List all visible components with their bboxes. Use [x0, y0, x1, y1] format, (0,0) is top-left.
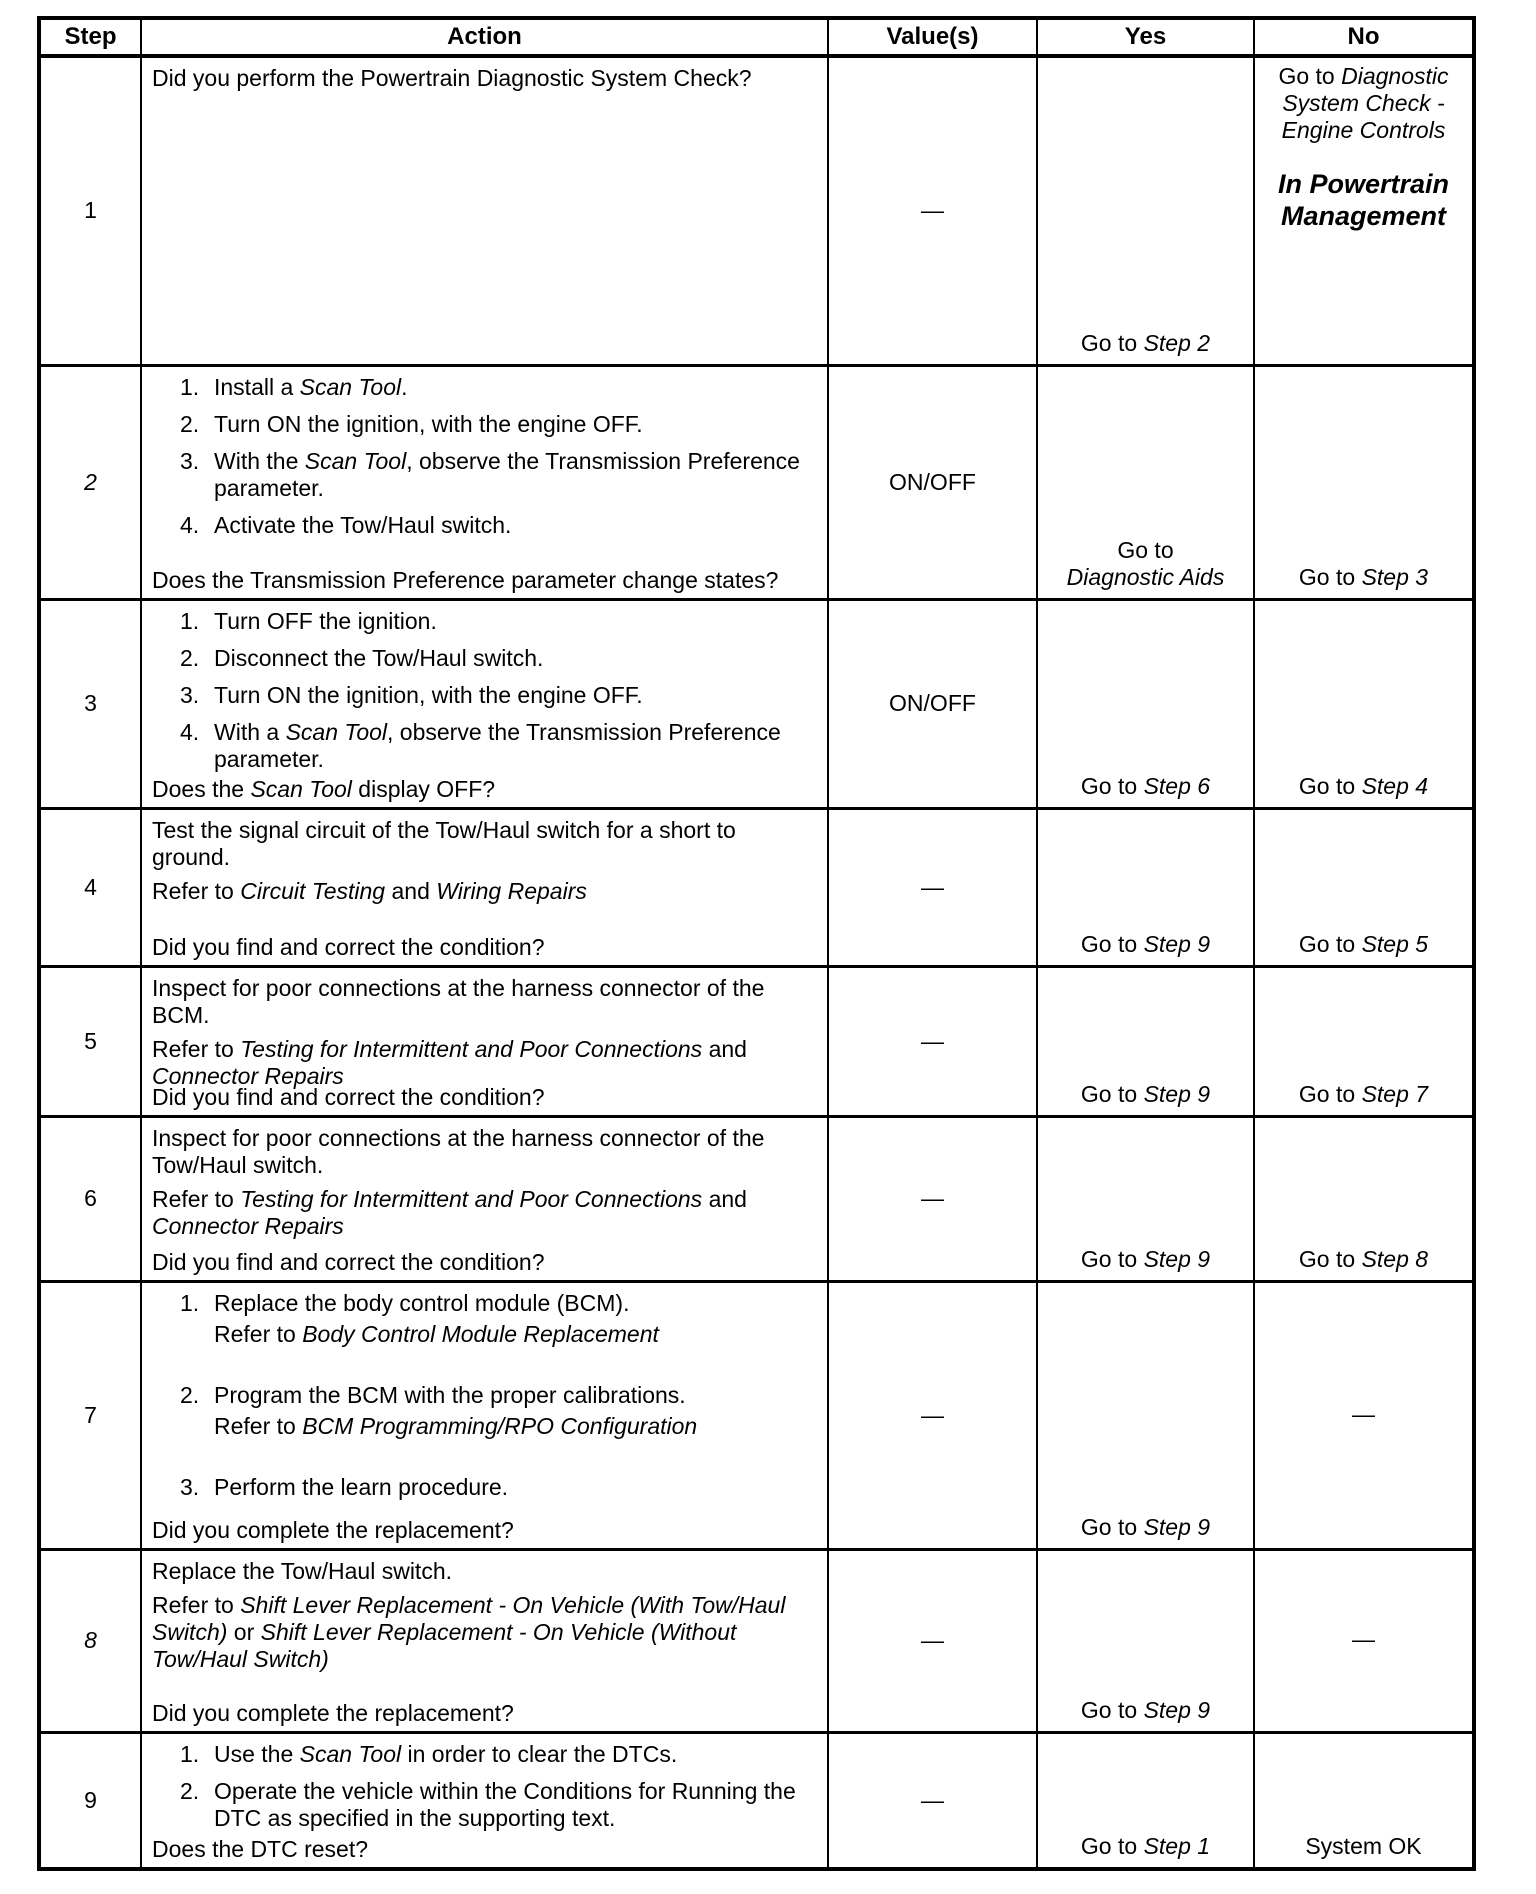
- list-item-number: 1.: [180, 373, 200, 400]
- text-run: In Powertrain Management: [1277, 169, 1450, 231]
- value-cell: ON/OFF: [828, 365, 1037, 599]
- action-cell: [141, 966, 828, 1116]
- text-run: Go to: [1278, 63, 1342, 89]
- text-run: Refer to: [152, 1185, 241, 1212]
- goto-line: [1046, 1081, 1245, 1108]
- text-run: Go to: [1298, 563, 1362, 590]
- action-paragraph: [152, 1558, 815, 1585]
- text-run: Step 9: [1143, 1696, 1211, 1723]
- text-run: Go to: [1298, 772, 1362, 799]
- list-item-number: 4.: [180, 511, 200, 538]
- list-item-text: [214, 512, 815, 539]
- text-run: Body Control Module Replacement: [302, 1320, 659, 1347]
- goto-line: [1263, 168, 1464, 232]
- text-run: Activate the Tow/Haul switch.: [214, 511, 512, 538]
- text-run: Does the Transmission Preference parameter change states?: [152, 566, 779, 593]
- table-row-step-4: [39, 808, 1474, 966]
- no-cell: [1254, 1116, 1474, 1281]
- goto-line: [1046, 773, 1245, 800]
- text-run: Step 4: [1361, 772, 1429, 799]
- yes-cell: [1037, 1281, 1254, 1549]
- list-item-text: [214, 1382, 815, 1409]
- column-header-no: No: [1254, 18, 1474, 56]
- text-run: Does the DTC reset?: [152, 1836, 369, 1862]
- yes-cell: [1037, 365, 1254, 599]
- text-run: Disconnect the Tow/Haul switch.: [214, 644, 544, 671]
- value-cell: ON/OFF: [828, 599, 1037, 808]
- text-run: display OFF?: [351, 775, 496, 802]
- text-run: Step 3: [1361, 563, 1429, 590]
- step-cell: 5: [39, 966, 141, 1116]
- text-run: Turn OFF the ignition.: [214, 607, 437, 634]
- action-cell: [141, 56, 828, 365]
- value-cell: —: [828, 966, 1037, 1116]
- action-list-item: [180, 1382, 815, 1409]
- text-run: Operate the vehicle within the Conditions for Running the DTC as specified in the supporting text.: [214, 1777, 796, 1831]
- action-question: [152, 1517, 813, 1544]
- no-cell: [1254, 808, 1474, 966]
- text-run: Scan Tool: [250, 775, 352, 802]
- value-cell: —: [828, 56, 1037, 365]
- action-paragraph: [152, 1186, 815, 1240]
- table-row-step-5: [39, 966, 1474, 1116]
- text-run: Go to: [1298, 1245, 1362, 1272]
- text-run: or: [227, 1618, 261, 1645]
- text-run: Step 9: [1143, 1513, 1211, 1540]
- text-run: .: [401, 373, 408, 400]
- table-row-step-6: [39, 1116, 1474, 1281]
- text-run: Step 6: [1143, 772, 1211, 799]
- text-run: Did you find and correct the condition?: [152, 1248, 545, 1275]
- text-run: Go to: [1080, 1080, 1144, 1107]
- goto-line: [1263, 1246, 1464, 1273]
- list-item-text: [214, 682, 815, 709]
- action-question: [152, 776, 813, 803]
- text-run: Go to: [1080, 1833, 1144, 1859]
- action-question: [152, 567, 813, 594]
- text-run: Testing for Intermittent and Poor Connections: [240, 1035, 703, 1062]
- yes-cell: [1037, 1549, 1254, 1732]
- goto-line: [1046, 537, 1245, 564]
- no-cell: [1254, 365, 1474, 599]
- text-run: Turn ON the ignition, with the engine OFF.: [214, 681, 643, 708]
- action-cell: [141, 365, 828, 599]
- text-run: Did you perform the Powertrain Diagnostic System Check?: [152, 65, 752, 91]
- text-run: , observe the Transmission Preference parameter.: [214, 447, 800, 501]
- step-cell: 9: [39, 1732, 141, 1869]
- value-cell: —: [828, 1116, 1037, 1281]
- goto-line: [1263, 1081, 1464, 1108]
- no-cell: [1254, 966, 1474, 1116]
- text-run: Go to: [1117, 536, 1174, 563]
- text-run: Wiring Repairs: [436, 877, 587, 904]
- text-run: With the: [214, 447, 305, 474]
- list-item-text: [214, 448, 815, 502]
- action-paragraph: [152, 65, 815, 92]
- table-row-step-7: [39, 1281, 1474, 1549]
- text-run: Test the signal circuit of the Tow/Haul switch for a short to ground.: [152, 816, 736, 870]
- action-paragraph: [152, 975, 815, 1029]
- text-run: Go to: [1080, 1245, 1144, 1272]
- text-run: Circuit Testing: [240, 877, 386, 904]
- action-list-item: [180, 1290, 815, 1317]
- text-run: in order to clear the DTCs.: [401, 1740, 678, 1767]
- list-item-number: 2.: [180, 1777, 200, 1804]
- text-run: Inspect for poor connections at the harness connector of the Tow/Haul switch.: [152, 1124, 765, 1178]
- text-run: Did you find and correct the condition?: [152, 933, 545, 960]
- yes-cell: [1037, 966, 1254, 1116]
- header-row: [39, 18, 1474, 56]
- action-cell: [141, 1281, 828, 1549]
- column-header-yes: Yes: [1037, 18, 1254, 56]
- text-run: Refer to: [214, 1412, 303, 1439]
- goto-line: [1263, 931, 1464, 958]
- table-row-step-1: [39, 56, 1474, 365]
- list-item-number: 3.: [180, 1473, 200, 1500]
- text-run: Step 1: [1143, 1833, 1211, 1859]
- step-cell: 7: [39, 1281, 141, 1549]
- action-list-item: [180, 645, 815, 672]
- list-item-text: [214, 1474, 815, 1501]
- yes-cell: [1037, 599, 1254, 808]
- action-cell: [141, 1732, 828, 1869]
- action-list-item: [180, 374, 815, 401]
- goto-line: [1046, 1246, 1245, 1273]
- action-list-item: [180, 1741, 815, 1768]
- text-run: Go to: [1080, 930, 1144, 957]
- yes-cell: [1037, 56, 1254, 365]
- no-cell: [1254, 1732, 1474, 1869]
- text-run: System OK: [1305, 1833, 1422, 1859]
- goto-line: [1046, 1833, 1245, 1860]
- action-paragraph: [152, 1036, 815, 1090]
- text-run: —: [1352, 1400, 1375, 1427]
- column-header-values: Value(s): [828, 18, 1037, 56]
- text-run: Refer to: [214, 1320, 303, 1347]
- action-question: [152, 1249, 813, 1276]
- goto-line: [1046, 1697, 1245, 1724]
- text-run: Go to: [1298, 930, 1362, 957]
- column-header-step: Step: [39, 18, 141, 56]
- table-row-step-8: [39, 1549, 1474, 1732]
- goto-line: [1046, 1514, 1245, 1541]
- no-cell: [1254, 56, 1474, 365]
- text-run: , observe the Transmission Preference parameter.: [214, 718, 781, 772]
- text-run: Step 5: [1361, 930, 1429, 957]
- value-cell: —: [828, 1281, 1037, 1549]
- text-run: Step 8: [1361, 1245, 1429, 1272]
- column-header-action: Action: [141, 18, 828, 56]
- text-run: Step 9: [1143, 1080, 1211, 1107]
- value-cell: —: [828, 808, 1037, 966]
- text-run: Step 9: [1143, 930, 1211, 957]
- step-cell: 6: [39, 1116, 141, 1281]
- list-item-number: 2.: [180, 1381, 200, 1408]
- action-paragraph: [152, 878, 815, 905]
- text-run: Scan Tool: [285, 718, 388, 745]
- list-item-text: [214, 411, 815, 438]
- text-run: Program the BCM with the proper calibrations.: [214, 1381, 686, 1408]
- action-sub-paragraph: [214, 1413, 815, 1440]
- value-cell: —: [828, 1549, 1037, 1732]
- list-item-number: 2.: [180, 410, 200, 437]
- text-run: Go to: [1080, 329, 1144, 356]
- text-run: Step 7: [1361, 1080, 1429, 1107]
- text-run: Go to: [1080, 1513, 1144, 1540]
- action-question: [152, 1084, 813, 1111]
- list-item-text: [214, 374, 815, 401]
- list-item-text: [214, 1290, 815, 1317]
- text-run: and: [702, 1035, 747, 1062]
- text-run: Install a: [214, 373, 300, 400]
- no-cell: [1254, 1281, 1474, 1549]
- action-list-item: [180, 448, 815, 502]
- action-cell: [141, 1116, 828, 1281]
- action-cell: [141, 599, 828, 808]
- list-item-text: [214, 719, 815, 773]
- goto-line: [1046, 931, 1245, 958]
- text-run: and: [702, 1185, 747, 1212]
- list-item-number: 4.: [180, 718, 200, 745]
- text-run: and: [385, 877, 437, 904]
- text-run: Shift Lever Replacement - On Vehicle (Without Tow/Haul Switch): [152, 1618, 737, 1672]
- list-item-number: 3.: [180, 447, 200, 474]
- goto-line: [1046, 330, 1245, 357]
- action-list-item: [180, 411, 815, 438]
- action-cell: [141, 808, 828, 966]
- list-item-text: [214, 645, 815, 672]
- step-cell: 4: [39, 808, 141, 966]
- text-run: Refer to: [152, 1591, 241, 1618]
- text-run: Inspect for poor connections at the harness connector of the BCM.: [152, 974, 765, 1028]
- table-row-step-3: [39, 599, 1474, 808]
- yes-cell: [1037, 1732, 1254, 1869]
- goto-line: [1263, 1833, 1464, 1860]
- diagnostic-table: [37, 16, 1476, 1871]
- text-run: Scan Tool: [299, 373, 402, 400]
- table-body: [39, 56, 1474, 1869]
- text-run: —: [1352, 1626, 1375, 1652]
- text-run: Does the: [152, 775, 251, 802]
- text-run: Did you complete the replacement?: [152, 1516, 514, 1543]
- action-sub-paragraph: [214, 1321, 815, 1348]
- list-item-number: 1.: [180, 1740, 200, 1767]
- text-run: Perform the learn procedure.: [214, 1473, 509, 1500]
- action-question: [152, 1836, 813, 1863]
- goto-line: [1263, 1626, 1464, 1653]
- text-run: Step 2: [1143, 329, 1211, 356]
- list-item-text: [214, 1778, 815, 1832]
- action-question: [152, 1700, 813, 1727]
- goto-line: [1263, 63, 1464, 144]
- text-run: Step 9: [1143, 1245, 1211, 1272]
- step-cell: 8: [39, 1549, 141, 1732]
- yes-cell: [1037, 1116, 1254, 1281]
- goto-line: [1263, 773, 1464, 800]
- action-paragraph: [152, 1125, 815, 1179]
- text-run: BCM Programming/RPO Configuration: [302, 1412, 698, 1439]
- text-run: Go to: [1080, 1696, 1144, 1723]
- goto-line: [1263, 564, 1464, 591]
- action-list-item: [180, 1474, 815, 1501]
- action-list-item: [180, 1778, 815, 1832]
- yes-cell: [1037, 808, 1254, 966]
- action-paragraph: [152, 817, 815, 871]
- step-cell: 1: [39, 56, 141, 365]
- list-item-number: 3.: [180, 681, 200, 708]
- text-run: Replace the Tow/Haul switch.: [152, 1557, 452, 1584]
- text-run: Turn ON the ignition, with the engine OFF.: [214, 410, 643, 437]
- text-run: Refer to: [152, 1035, 241, 1062]
- text-run: Scan Tool: [304, 447, 407, 474]
- list-item-number: 2.: [180, 644, 200, 671]
- list-item-number: 1.: [180, 607, 200, 634]
- goto-line: [1263, 1401, 1464, 1428]
- text-run: Go to: [1298, 1080, 1362, 1107]
- text-run: Diagnostic Aids: [1066, 563, 1225, 590]
- text-run: Did you find and correct the condition?: [152, 1083, 545, 1110]
- step-cell: 3: [39, 599, 141, 808]
- step-cell: 2: [39, 365, 141, 599]
- no-cell: [1254, 1549, 1474, 1732]
- table-row-step-9: [39, 1732, 1474, 1869]
- text-run: Scan Tool: [299, 1740, 402, 1767]
- text-run: Replace the body control module (BCM).: [214, 1289, 630, 1316]
- text-run: Connector Repairs: [152, 1212, 344, 1239]
- text-run: Refer to: [152, 877, 241, 904]
- goto-line: [1046, 564, 1245, 591]
- text-run: Testing for Intermittent and Poor Connections: [240, 1185, 703, 1212]
- action-list-item: [180, 512, 815, 539]
- value-cell: —: [828, 1732, 1037, 1869]
- action-cell: [141, 1549, 828, 1732]
- table-row-step-2: [39, 365, 1474, 599]
- action-paragraph: [152, 1592, 815, 1673]
- list-item-text: [214, 608, 815, 635]
- text-run: Use the: [214, 1740, 300, 1767]
- text-run: Go to: [1080, 772, 1144, 799]
- action-list-item: [180, 719, 815, 773]
- text-run: Did you complete the replacement?: [152, 1699, 514, 1726]
- text-run: Connector Repairs: [152, 1062, 344, 1089]
- no-cell: [1254, 599, 1474, 808]
- list-item-text: [214, 1741, 815, 1768]
- text-run: With a: [214, 718, 286, 745]
- text-run: Diagnostic System Check - Engine Controls: [1281, 63, 1449, 143]
- action-question: [152, 934, 813, 961]
- action-list-item: [180, 682, 815, 709]
- text-run: Shift Lever Replacement - On Vehicle (With Tow/Haul Switch): [152, 1591, 786, 1645]
- list-item-number: 1.: [180, 1289, 200, 1316]
- action-list-item: [180, 608, 815, 635]
